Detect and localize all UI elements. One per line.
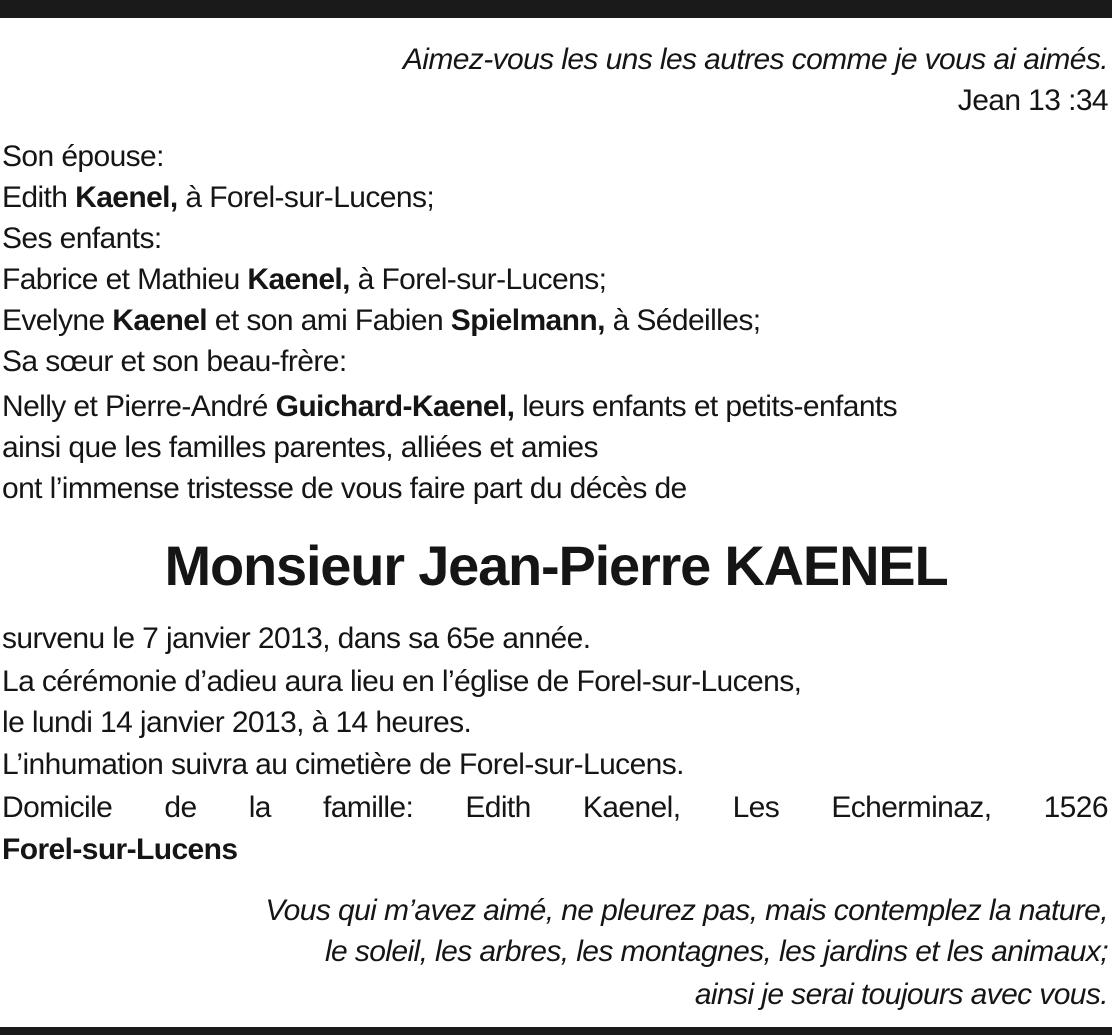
announcement-line: ont l’immense tristesse de vous faire part du décès de [2, 472, 687, 505]
opening-verse: Aimez-vous les uns les autres comme je vous ai aimés. [402, 43, 1108, 76]
sister-heading: Sa sœur et son beau-frère: [2, 345, 347, 378]
sister-rest: leurs enfants et petits-enfants [514, 390, 898, 423]
closing-verse-line-1: Vous qui m’avez aimé, ne pleurez pas, mais contemplez la nature, [265, 894, 1108, 927]
deceased-name: Monsieur Jean-Pierre KAENEL [164, 534, 948, 597]
domicile-word: 1526 [1043, 791, 1108, 824]
partner-text: et son ami Fabien [207, 304, 451, 337]
partner-surname: Spielmann, [450, 304, 605, 337]
daughter-first-name: Evelyne [2, 304, 113, 337]
domicile-word: Les [732, 791, 780, 824]
domicile-word: Domicile [2, 791, 113, 824]
closing-verse-line-3: ainsi je serai toujours avec vous. [694, 978, 1108, 1011]
spouse-place: à Forel-sur-Lucens; [177, 181, 435, 214]
verse-reference: Jean 13 :34 [957, 84, 1108, 117]
domicile-line [2, 787, 1108, 828]
top-rule [0, 0, 1112, 18]
children-line-1 [2, 259, 606, 300]
spouse-heading: Son épouse: [2, 140, 164, 173]
domicile-word: Echerminaz, [831, 791, 992, 824]
sister-surname: Guichard-Kaenel, [275, 390, 515, 423]
closing-verse-line-2: le soleil, les arbres, les montagnes, les jardins et les animaux; [324, 935, 1108, 968]
children-line-2 [2, 300, 760, 341]
spouse-line [2, 177, 434, 218]
daughter-surname: Kaenel [112, 304, 208, 337]
children-heading: Ses enfants: [2, 222, 162, 255]
spouse-first-name: Edith [2, 181, 76, 214]
domicile-word: famille: [322, 791, 414, 824]
domicile-word: Edith [465, 791, 531, 824]
sister-first-names: Nelly et Pierre-André [2, 390, 276, 423]
bottom-rule [0, 1027, 1112, 1035]
families-line: ainsi que les familles parentes, alliées et amies [2, 431, 598, 464]
sister-line [2, 386, 897, 427]
domicile-word: la [248, 791, 271, 824]
children-first-names: Fabrice et Mathieu [2, 263, 248, 296]
daughter-place: à Sédeilles; [604, 304, 761, 337]
children-place: à Forel-sur-Lucens; [349, 263, 607, 296]
death-date-line: survenu le 7 janvier 2013, dans sa 65e année. [2, 622, 591, 655]
domicile-town: Forel-sur-Lucens [2, 833, 238, 866]
ceremony-place-line: La cérémonie d’adieu aura lieu en l’église de Forel-sur-Lucens, [2, 665, 802, 698]
domicile-word: Kaenel, [582, 791, 681, 824]
ceremony-date-line: le lundi 14 janvier 2013, à 14 heures. [2, 706, 472, 739]
spouse-surname: Kaenel, [75, 181, 178, 214]
domicile-word: de [164, 791, 197, 824]
children-surname: Kaenel, [247, 263, 350, 296]
burial-line: L’inhumation suivra au cimetière de Forel-sur-Lucens. [2, 748, 684, 781]
